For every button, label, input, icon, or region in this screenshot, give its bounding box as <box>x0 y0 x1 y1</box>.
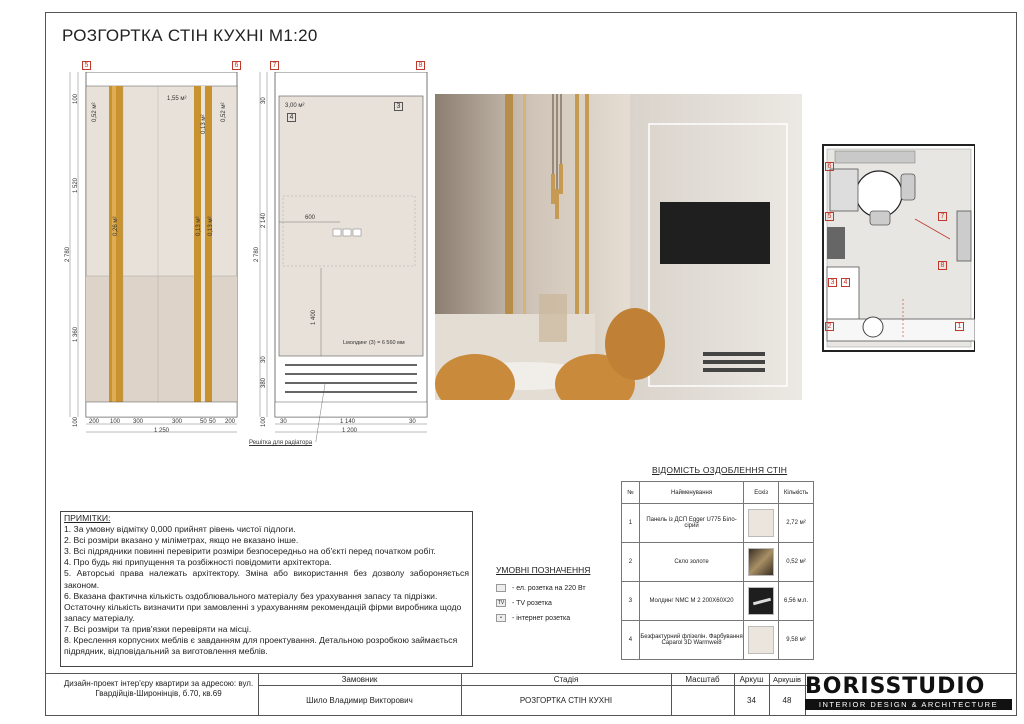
legend-label: - інтернет розетка <box>512 614 571 622</box>
notes-heading: ПРИМІТКИ: <box>64 513 111 523</box>
bottom-dim: 30 <box>280 419 287 425</box>
bottom-dim: 50 <box>200 419 207 425</box>
col-header: Найменування <box>639 482 743 504</box>
customer-name: Шило Владимир Викторович <box>306 696 413 705</box>
bottom-dim: 300 <box>172 419 183 425</box>
note-item: 8. Креслення корпусних меблів є завданням для проектування. Детальною розробкою займається підрядник, відповідальний за виготовлення меблів. <box>64 635 458 657</box>
legend-item <box>496 598 590 608</box>
page-title: РОЗГОРТКА СТІН КУХНІ М1:20 <box>62 26 318 45</box>
row-qty: 2,72 м² <box>779 504 814 543</box>
dim-2780: 2 780 <box>254 246 260 262</box>
row-swatch <box>744 621 779 660</box>
legend-item <box>496 583 590 593</box>
sheet-number: 34 <box>747 696 756 705</box>
studio-logo <box>805 675 1012 713</box>
wall-2-drawing <box>255 72 435 442</box>
molding-length: Lмолдинг (3) = 6 560 мм <box>343 340 405 346</box>
legend-item <box>496 613 590 623</box>
row-number: 1 <box>622 504 640 543</box>
dim-100-top: 100 <box>73 93 79 104</box>
code-4: 4 <box>287 113 296 122</box>
note-item: 7. Всі розміри та прив'язки перевіряти на місці. <box>64 623 252 634</box>
bottom-dim-total: 1 200 <box>342 428 358 434</box>
dim-30b: 30 <box>261 356 267 363</box>
table-row <box>622 621 814 660</box>
table-header-row <box>622 482 814 504</box>
grille-label: Решітка для радіатора <box>249 440 313 446</box>
stage-value: РОЗГОРТКА СТІН КУХНІ <box>519 696 613 705</box>
wall-tag-7: 7 <box>270 61 279 70</box>
row-swatch <box>744 504 779 543</box>
legend-heading: УМОВНІ ПОЗНАЧЕННЯ <box>496 565 591 575</box>
row-swatch <box>744 543 779 582</box>
dim-100: 100 <box>261 416 267 427</box>
area-label: 0,13 м² <box>196 216 202 236</box>
row-number: 3 <box>622 582 640 621</box>
finishes-table <box>621 481 814 660</box>
notes-box <box>60 511 473 667</box>
project-description: Дизайн-проект інтер'єру квартири за адресою: вул. Гвардійців-Широнінців, б.70, кв.69 <box>63 679 254 698</box>
sheet-label: Аркуш <box>739 675 764 684</box>
col-header: Ескіз <box>744 482 779 504</box>
socket-220-icon <box>496 584 506 592</box>
dim-600: 600 <box>305 215 316 221</box>
plan-tag-3: 3 <box>828 278 837 287</box>
scale-label: Масштаб <box>685 675 720 684</box>
customer-label: Замовник <box>341 675 378 684</box>
bottom-dim: 100 <box>110 419 121 425</box>
row-qty: 0,52 м² <box>779 543 814 582</box>
table-row <box>622 504 814 543</box>
dim-1360: 1 360 <box>73 326 79 342</box>
wall-1-drawing <box>60 72 260 442</box>
internet-socket-icon: • <box>496 614 506 622</box>
bottom-dim: 200 <box>225 419 236 425</box>
wall-2-area: 3,00 м² <box>285 103 305 109</box>
note-item: 1. За умовну відмітку 0,000 прийнят рівень чистої підлоги. <box>64 524 296 535</box>
legend <box>496 565 590 628</box>
area-label: 0,13 м² <box>201 114 207 134</box>
dim-2140: 2 140 <box>261 212 267 228</box>
dim-1520: 1 520 <box>73 177 79 193</box>
plan-tag-2: 2 <box>825 322 834 331</box>
interior-render <box>435 94 802 400</box>
bottom-dim: 1 140 <box>340 419 356 425</box>
dim-30: 30 <box>261 97 267 104</box>
col-header: Кількість <box>779 482 814 504</box>
row-swatch <box>744 582 779 621</box>
kitchen-plan <box>815 139 975 354</box>
bottom-dim: 50 <box>209 419 216 425</box>
plan-tag-4: 4 <box>841 278 850 287</box>
row-qty: 9,58 м² <box>779 621 814 660</box>
area-label: 1,55 м² <box>167 96 187 102</box>
bottom-dim: 200 <box>89 419 100 425</box>
row-name: Безфактурний флізелін. Фарбування Caparol 3D Warmwei8 <box>639 621 743 660</box>
legend-label: - TV розетка <box>512 599 552 607</box>
note-item: 4. Про будь які припущення та розбіжності повідомити архітектора. <box>64 557 332 568</box>
finishes-title: ВІДОМІСТЬ ОЗДОБЛЕННЯ СТІН <box>652 465 788 475</box>
row-qty: 6,56 м.п. <box>779 582 814 621</box>
col-header: № <box>622 482 640 504</box>
area-label: 0,26 м² <box>113 216 119 236</box>
code-3: 3 <box>394 102 403 111</box>
legend-label: - ел. розетка на 220 Вт <box>512 584 586 592</box>
bottom-dim-total: 1 250 <box>154 428 170 434</box>
wall-tag-5: 5 <box>82 61 91 70</box>
dim-380: 380 <box>261 377 267 388</box>
area-label: 0,52 м² <box>92 102 98 122</box>
sheets-label: Аркушів <box>773 675 801 684</box>
wall-tag-8: 8 <box>416 61 425 70</box>
area-label: 0,13 м² <box>208 216 214 236</box>
table-row <box>622 543 814 582</box>
table-row <box>622 582 814 621</box>
note-item: 2. Всі розміри вказано у міліметрах, якщо не вказано інше. <box>64 535 299 546</box>
plan-tag-6: 6 <box>825 162 834 171</box>
row-number: 2 <box>622 543 640 582</box>
row-name: Панель із ДСП Egger U775 Біло-сірий <box>639 504 743 543</box>
tv-socket-icon: TV <box>497 600 505 606</box>
note-item: 3. Всі підрядники повинні перевірити розміри безпосередньо на об'єкті перед початком робіт. <box>64 546 436 557</box>
plan-tag-5: 5 <box>825 212 834 221</box>
row-number: 4 <box>622 621 640 660</box>
row-name: Молдинг NMC M 2 200X60X20 <box>639 582 743 621</box>
sheets-total: 48 <box>782 696 792 705</box>
wall-tag-6: 6 <box>232 61 241 70</box>
logo-name: BORISSTUDIO <box>805 674 986 699</box>
logo-tagline: INTERIOR DESIGN & ARCHITECTURE <box>805 699 1012 710</box>
dim-100-bottom: 100 <box>73 416 79 427</box>
row-name: Скло золоте <box>639 543 743 582</box>
dim-1400: 1 400 <box>311 309 317 325</box>
bottom-dim: 300 <box>133 419 144 425</box>
note-item: 5. Авторські права належать архітектору. Зміна або використання без дозволу забороняється законом. <box>64 568 469 590</box>
plan-tag-8: 8 <box>938 261 947 270</box>
bottom-dim: 30 <box>409 419 416 425</box>
stage-label: Стадія <box>553 675 579 684</box>
plan-tag-7: 7 <box>938 212 947 221</box>
dim-2780: 2 780 <box>65 246 71 262</box>
area-label: 0,52 м² <box>221 102 227 122</box>
note-item: 6. Вказана фактична кількість оздоблювального матеріалу без урахування запасу та підрізки. Остаточну кількість визначити при замовленні з урахуванням рекомендацій фірми виробника щодо запасу матеріалу. <box>64 590 462 623</box>
plan-tag-1: 1 <box>955 322 964 331</box>
